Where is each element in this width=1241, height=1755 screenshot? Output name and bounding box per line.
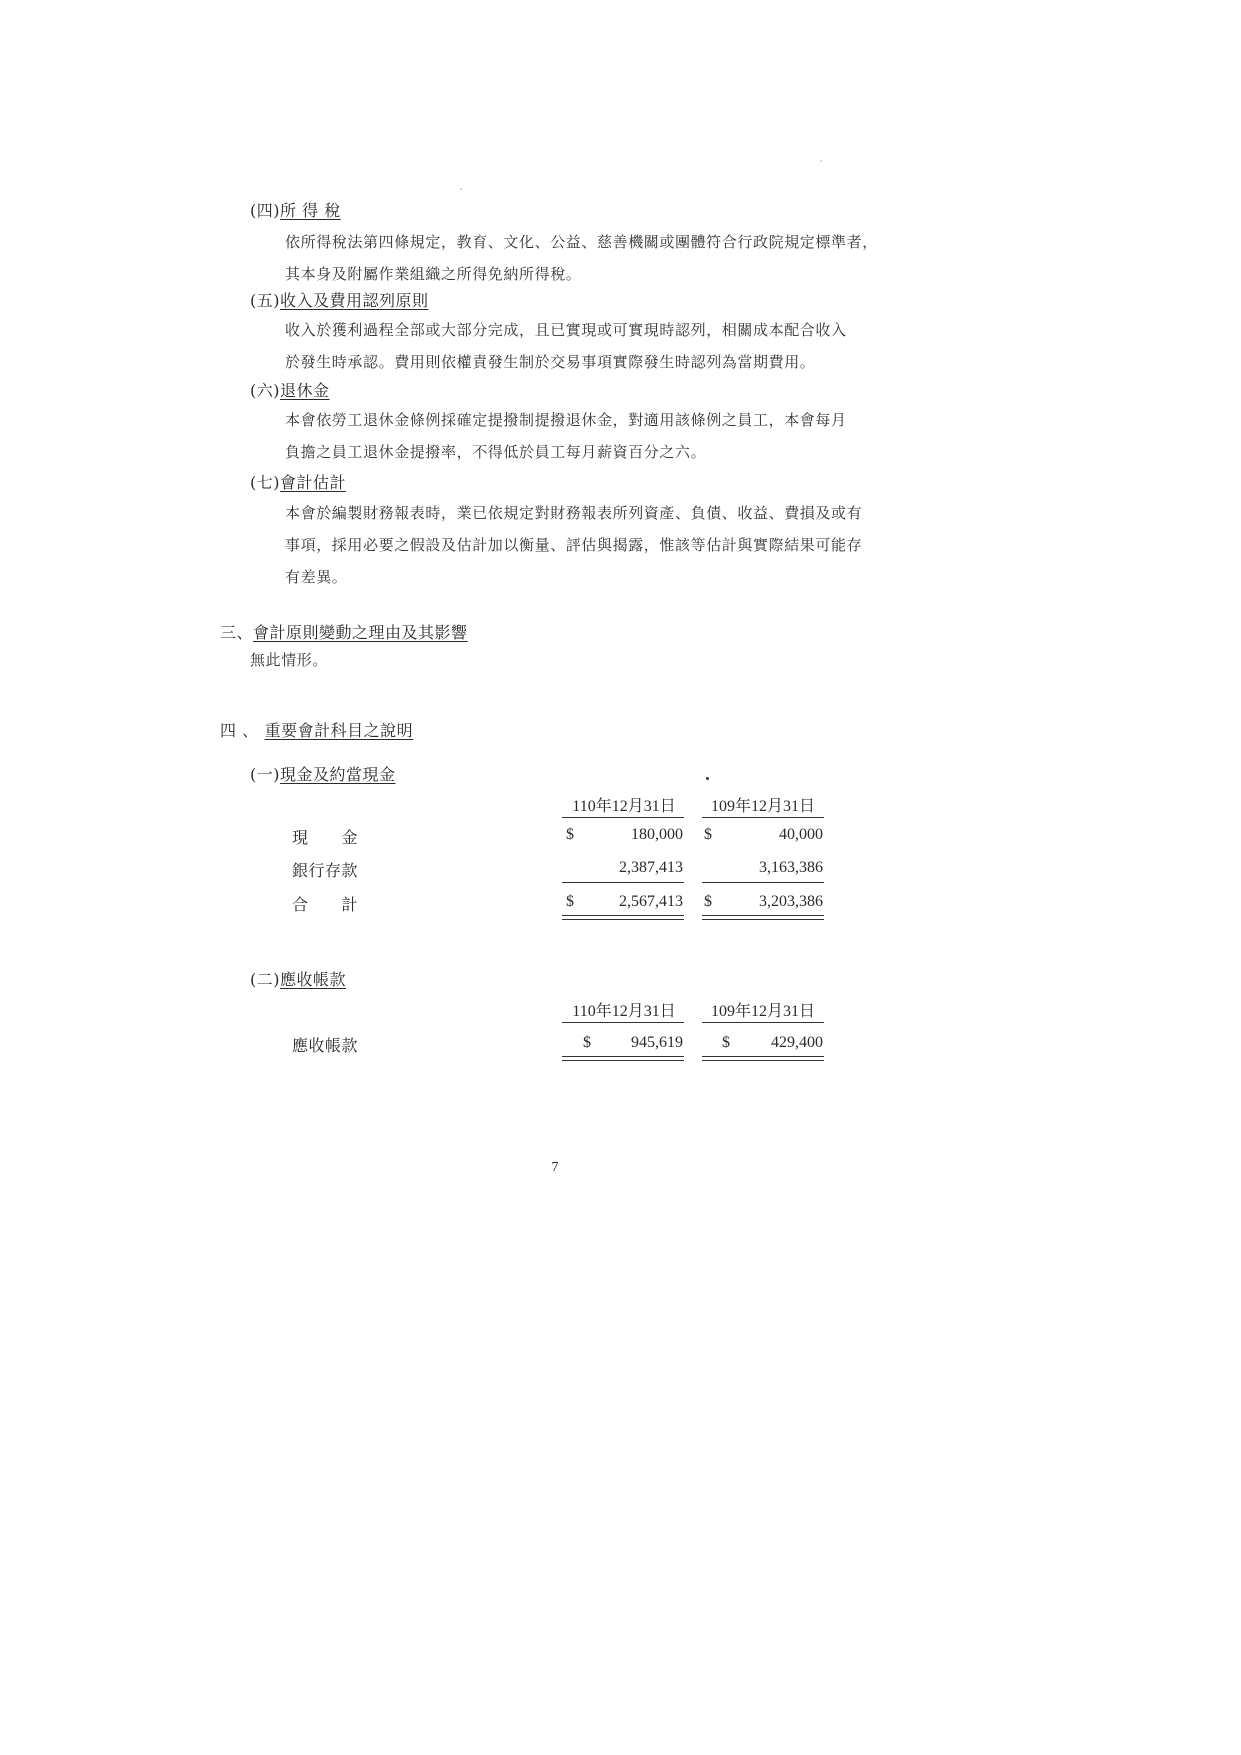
cash-row-label: 銀行存款 <box>292 861 359 880</box>
subtotal-underline <box>702 882 824 883</box>
paragraph-line: 有差異。 <box>285 568 348 586</box>
cash-row-label: 現 金 <box>292 828 359 847</box>
scan-speck <box>460 188 462 190</box>
cash-value-110: 2,567,413 <box>619 893 683 910</box>
paragraph-line: 本會於編製財務報表時，業已依規定對財務報表所列資產、負債、收益、費損及或有 <box>285 504 863 522</box>
section-title: 現金及約當現金 <box>280 765 396 784</box>
section-title: 會計估計 <box>280 473 347 492</box>
section-revenue-body <box>285 314 905 378</box>
paragraph-line: 於發生時承認。費用則依權責發生制於交易事項實際發生時認列為當期費用。 <box>285 353 816 371</box>
section-prefix: (七) <box>250 473 280 492</box>
total-double-underline <box>702 1056 824 1061</box>
section-prefix: 三、 <box>220 623 254 642</box>
currency-symbol: $ <box>722 1034 730 1051</box>
paragraph-line: 事項，採用必要之假設及估計加以衡量、評估與揭露，惟該等估計與實際結果可能存 <box>285 536 863 554</box>
currency-symbol: $ <box>583 1034 591 1051</box>
section-title: 退休金 <box>280 381 330 400</box>
section-title: 所 得 稅 <box>280 201 341 220</box>
section-title: 重要會計科目之說明 <box>264 721 414 740</box>
currency-symbol: $ <box>566 893 574 910</box>
subtotal-underline <box>562 882 684 883</box>
section-title: 會計原則變動之理由及其影響 <box>253 623 468 642</box>
section-prefix: 四 、 <box>220 721 259 740</box>
section-pension-heading <box>250 378 330 401</box>
receivables-col-header-109: 109年12月31日 <box>710 1003 815 1020</box>
cash-row-label: 合 計 <box>292 895 359 914</box>
cash-value-110: 2,387,413 <box>619 859 683 876</box>
section-policy-change-text: 無此情形。 <box>250 651 329 669</box>
header-underline <box>702 1022 824 1023</box>
paragraph-line: 依所得稅法第四條規定，教育、文化、公益、慈善機關或團體符合行政院規定標準者， <box>285 233 878 251</box>
section-income-tax-body <box>285 226 905 290</box>
total-double-underline <box>562 915 684 920</box>
receivables-table-heading <box>250 967 346 990</box>
section-policy-change-heading <box>220 620 468 643</box>
cash-value-109: 3,203,386 <box>759 893 823 910</box>
cash-col-header-110: 110年12月31日 <box>572 798 676 815</box>
scan-speck <box>820 160 822 162</box>
section-prefix: (二) <box>250 970 280 989</box>
currency-symbol: $ <box>704 826 712 843</box>
total-double-underline <box>702 915 824 920</box>
paragraph-line: 其本身及附屬作業組織之所得免納所得稅。 <box>285 265 582 283</box>
cash-value-109: 3,163,386 <box>759 859 823 876</box>
paragraph-line: 收入於獲利過程全部或大部分完成，且已實現或可實現時認列，相關成本配合收入 <box>285 321 847 339</box>
section-title: 應收帳款 <box>280 970 347 989</box>
page-number: 7 <box>551 1160 559 1175</box>
receivables-value-110: 945,619 <box>631 1034 683 1051</box>
total-double-underline <box>562 1056 684 1061</box>
section-accounts-heading <box>220 718 413 741</box>
header-underline <box>702 817 824 818</box>
section-prefix: (四) <box>250 201 280 220</box>
section-prefix: (五) <box>250 291 280 310</box>
cash-col-header-109: 109年12月31日 <box>710 798 815 815</box>
header-underline <box>562 817 684 818</box>
receivables-col-header-110: 110年12月31日 <box>572 1003 676 1020</box>
section-title: 收入及費用認列原則 <box>280 291 429 310</box>
receivables-value-109: 429,400 <box>771 1034 823 1051</box>
section-estimates-heading <box>250 470 346 493</box>
receivables-row-label: 應收帳款 <box>292 1036 359 1055</box>
paragraph-line: 本會依勞工退休金條例採確定提撥制提撥退休金，對適用該條例之員工，本會每月 <box>285 411 847 429</box>
cash-value-110: 180,000 <box>631 826 683 843</box>
currency-symbol: $ <box>704 893 712 910</box>
header-underline <box>562 1022 684 1023</box>
section-estimates-body <box>285 497 905 593</box>
paragraph-line: 負擔之員工退休金提撥率，不得低於員工每月薪資百分之六。 <box>285 443 707 461</box>
scan-speck <box>706 777 709 780</box>
section-prefix: (六) <box>250 381 280 400</box>
cash-table-heading <box>250 762 396 785</box>
section-prefix: (一) <box>250 765 280 784</box>
section-income-tax-heading <box>250 198 341 221</box>
currency-symbol: $ <box>566 826 574 843</box>
section-revenue-heading <box>250 288 429 311</box>
cash-value-109: 40,000 <box>779 826 823 843</box>
section-pension-body <box>285 404 905 468</box>
